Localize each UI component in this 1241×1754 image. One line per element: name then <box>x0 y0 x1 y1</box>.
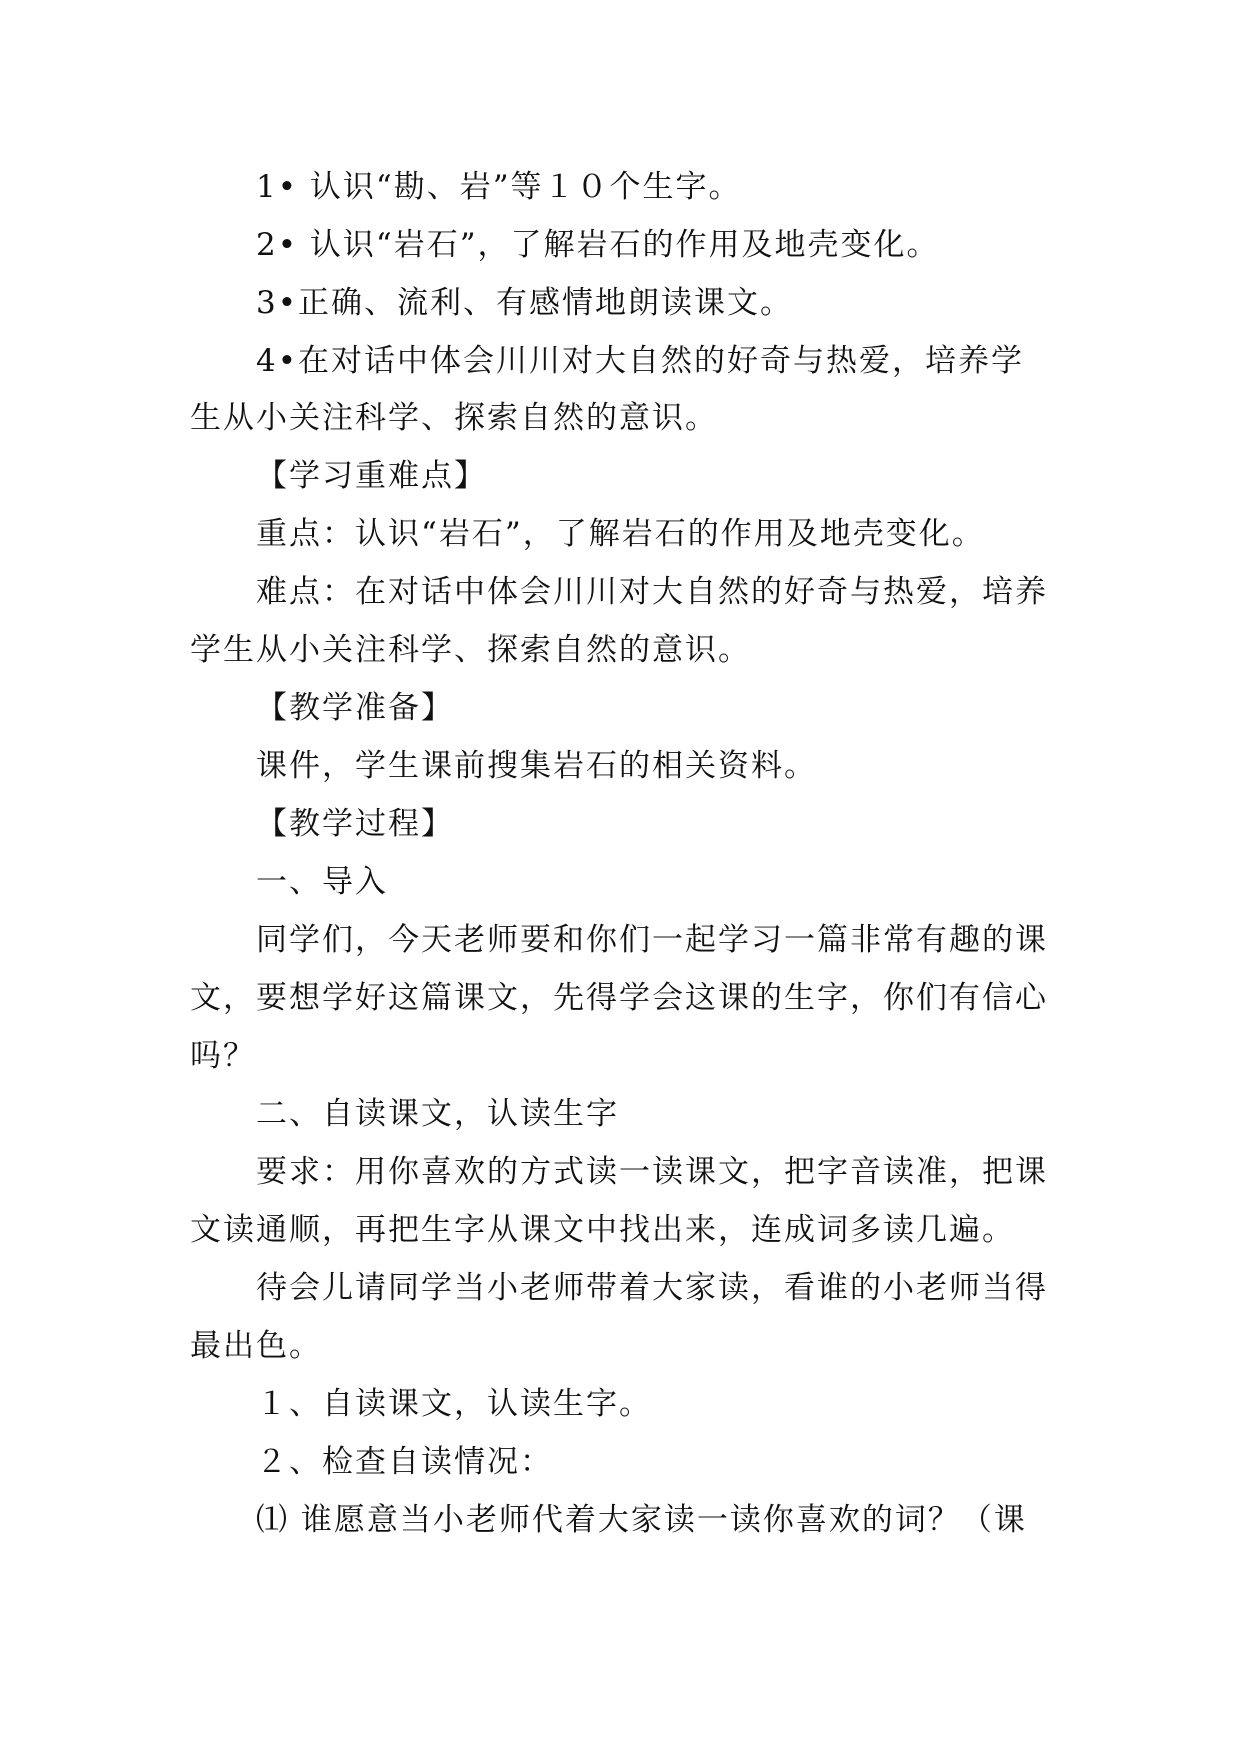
objective-3: 3•正确、流利、有感情地朗读课文。 <box>256 285 794 321</box>
intro-paragraph-line-3: 吗？ <box>190 1038 256 1074</box>
difficulty-line-2: 学生从小关注科学、探索自然的意识。 <box>190 632 751 668</box>
small-teacher-line-2: 最出色。 <box>190 1328 322 1364</box>
difficulty-line-1: 难点：在对话中体会川川对大自然的好奇与热爱，培养 <box>256 574 1048 610</box>
objective-4-line-1: 4•在对话中体会川川对大自然的好奇与热爱，培养学 <box>256 343 1025 379</box>
step-heading-self-reading: 二、自读课文，认读生字 <box>256 1096 619 1132</box>
key-point-text: 重点：认识“岩石”，了解岩石的作用及地壳变化。 <box>256 516 985 552</box>
sub-step-2: ２、检查自读情况： <box>256 1444 553 1480</box>
intro-paragraph-line-1: 同学们，今天老师要和你们一起学习一篇非常有趣的课 <box>256 922 1048 958</box>
section-heading-key-points: 【学习重难点】 <box>256 458 487 494</box>
requirement-line-2: 文读通顺，再把生字从课文中找出来，连成词多读几遍。 <box>190 1212 1015 1248</box>
section-heading-process: 【教学过程】 <box>256 806 454 842</box>
objective-2: 2• 认识“岩石”，了解岩石的作用及地壳变化。 <box>256 227 940 263</box>
section-heading-preparation: 【教学准备】 <box>256 690 454 726</box>
objective-4-line-2: 生从小关注科学、探索自然的意识。 <box>190 400 718 436</box>
preparation-text: 课件，学生课前搜集岩石的相关资料。 <box>256 748 817 784</box>
objective-1: 1• 认识“勘、岩”等１０个生字。 <box>256 169 742 205</box>
sub-step-1: １、自读课文，认读生字。 <box>256 1386 652 1422</box>
step-heading-intro: 一、导入 <box>256 864 388 900</box>
small-teacher-line-1: 待会儿请同学当小老师带着大家读，看谁的小老师当得 <box>256 1270 1048 1306</box>
question-1: ⑴ 谁愿意当小老师代着大家读一读你喜欢的词？（课 <box>256 1502 1027 1538</box>
intro-paragraph-line-2: 文，要想学好这篇课文，先得学会这课的生字，你们有信心 <box>190 980 1048 1016</box>
requirement-line-1: 要求：用你喜欢的方式读一读课文，把字音读准，把课 <box>256 1154 1048 1190</box>
